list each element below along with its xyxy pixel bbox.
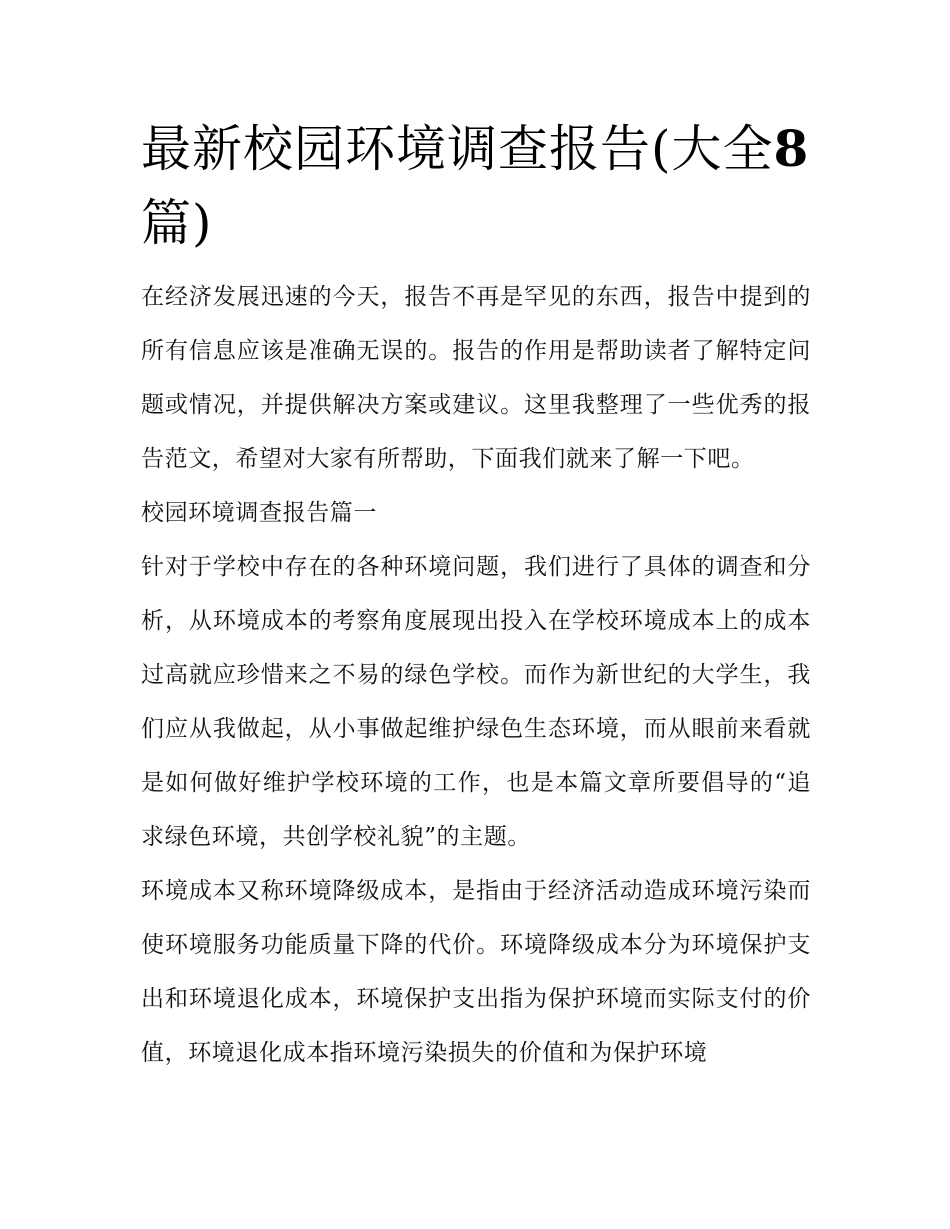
intro-paragraph: 在经济发展迅速的今天，报告不再是罕见的东西，报告中提到的所有信息应该是准确无误的。报告的作用是帮助读者了解特定问题或情况，并提供解决方案或建议。这里我整理了一些优秀的报告范文，希望对大家有所帮助，下面我们就来了解一下吧。 — [141, 284, 811, 472]
document-title: 最新校园环境调查报告(大全8篇) — [141, 119, 810, 252]
section-heading: 校园环境调查报告篇一 — [141, 500, 377, 526]
document-body — [141, 112, 811, 1080]
title-number: 8 — [773, 119, 810, 178]
body-paragraph-1: 针对于学校中存在的各种环境问题，我们进行了具体的调查和分析，从环境成本的考察角度展现出投入在学校环境成本上的成本过高就应珍惜来之不易的绿色学校。而作为新世纪的大学生，我们应从我做起，从小事做起维护绿色生态环境，而从眼前来看就是如何做好维护学校环境的工作，也是本篇文章所要倡导的“追求绿色环境，共创学校礼貌”的主题。 — [141, 554, 811, 850]
body-paragraph-2: 环境成本又称环境降级成本，是指由于经济活动造成环境污染而使环境服务功能质量下降的代价。环境降级成本分为环境保护支出和环境退化成本，环境保护支出指为保护环境而实际支付的价值，环境退化成本指环境污染损失的价值和为保护环境 — [141, 878, 811, 1066]
